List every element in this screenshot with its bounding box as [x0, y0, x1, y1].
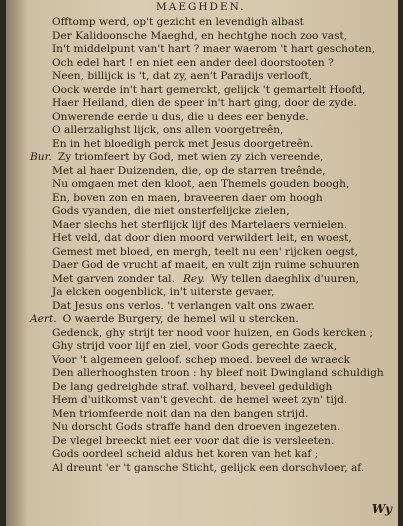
verse-text: Onwerende eerde u dus, die u dees eer benyde. [52, 110, 309, 123]
verse-line [52, 408, 308, 421]
verse-line [52, 124, 283, 137]
verse-line [52, 327, 373, 340]
verse-line [52, 381, 332, 394]
verse-line [52, 43, 375, 56]
verse-line [52, 57, 334, 70]
speaker-label: Aert. [30, 313, 57, 325]
verse-text: Daer God de vrucht af maeit, en vult zijn ruime schuuren [52, 259, 360, 271]
verse-line [52, 286, 274, 299]
speaker-label: Bur. [30, 151, 52, 163]
verse-line [52, 421, 340, 434]
verse-text: O waerde Burgery, de hemel wil u stercken. [62, 313, 299, 325]
verse-line [52, 138, 313, 151]
verse-line [52, 205, 290, 218]
verse-line [52, 273, 359, 286]
verse-line [30, 313, 299, 326]
verse-text: Wy tellen daeghlix d'uuren, [211, 272, 359, 285]
verse-text: Gods vyanden, die niet onsterfelijcke zielen, [52, 205, 290, 217]
verse-line [52, 192, 323, 205]
verse-text: Den allerhooghsten troon : hy bleef noit Dwingland schuldigh [52, 367, 384, 379]
verse-line [52, 178, 349, 191]
verse-text: Met garven zonder tal. [52, 272, 175, 285]
verse-text: Men triomfeerde noit dan na den bangen strijd. [52, 407, 309, 420]
verse-line [52, 259, 359, 272]
verse-line [52, 16, 304, 29]
verse-text: Och edel hart ! en niet een ander deel doorstooten ? [52, 56, 334, 69]
verse-text: Haer Heiland, dien de speer in't hart ging, door de zyde. [52, 97, 357, 109]
verse-text: Nu dorscht Gods straffe hand den droeven ingezeten. [52, 421, 341, 433]
verse-text: Oock werde in't hart gemerckt, gelijck 't gemartelt Hoofd, [52, 83, 366, 96]
verse-text: Hem d'uitkomst van't gevecht. de hemel weet zyn' tijd. [52, 394, 348, 406]
verse-text: En, boven zon en maen, braveeren daer om hoogh [52, 191, 323, 204]
verse-line [52, 219, 347, 232]
verse-text: Het veld, dat door dien moord verwildert leit, en woest, [52, 232, 352, 244]
verse-text: Nu omgaen met den kloot, aen Themels gouden boogh, [52, 178, 350, 190]
verse-line [52, 232, 352, 245]
verse-line [52, 354, 350, 367]
verse-line [52, 30, 347, 43]
verse-text: Gemest met bloed, en mergh, teelt nu een' rijcken oegst, [52, 245, 359, 258]
verse-text: Gods oordeel scheid aldus het koren van het kaf ; [52, 448, 319, 460]
verse-text: Gedenck, ghy strijt ter nood voor huizen, en Gods kercken ; [52, 326, 374, 339]
verse-text: Dat Jesus ons verlos. 't verlangen valt ons zwaer. [52, 299, 315, 312]
verse-line [52, 300, 315, 313]
verse-text: En in het bloedigh perck met Jesus doorgetreên. [52, 137, 314, 150]
verse-line [52, 394, 347, 407]
verse-line [52, 340, 337, 353]
verse-text: Zy triomfeert by God, met wien zy zich vereende, [57, 151, 324, 163]
verse-text: Voor 't algemeen geloof. schep moed. beveel de wraeck [52, 353, 351, 366]
verse-line [52, 97, 357, 110]
verse-line [52, 111, 309, 124]
verse-text: De vlegel breeckt niet eer voor dat die is versleeten. [52, 434, 335, 447]
verse-line [52, 84, 365, 97]
verse-text: Al dreunt 'er 't gansche Sticht, gelijck een dorschvloer, af. [52, 461, 365, 474]
verse-text: In't middelpunt van't hart ? maer waerom 't hart geschoten, [52, 43, 376, 55]
verse-text: De lang gedreighde straf. volhard, beveel geduldigh [52, 380, 333, 393]
verse-line [52, 462, 364, 475]
verse-line [52, 435, 334, 448]
verse-text: Maer slechs het sterflijck lijf des Martelaers vernielen. [52, 218, 348, 231]
running-header: MAEGHDEN. [156, 1, 246, 13]
verse-text: Ja elcken oogenblick, in't uiterste gevaer, [52, 286, 275, 298]
book-page [6, 0, 398, 526]
verse-line [30, 151, 323, 164]
verse-line [52, 367, 384, 380]
verse-text: Neen, billijck is 't, dat zy, aen't Paradijs verlooft, [52, 70, 312, 82]
verse-line [52, 70, 312, 83]
catchword: Wy [371, 502, 392, 516]
verse-text: O allerzalighst lijck, ons allen voorgetreên, [52, 124, 284, 136]
verse-line [52, 165, 325, 178]
speaker-label: Rey. [182, 272, 206, 285]
verse-text: Offtomp werd, op't gezicht en levendigh albast [52, 16, 304, 28]
verse-text: Met al haer Duizenden, die, op de starren treênde, [52, 164, 326, 177]
verse-text: Ghy strijd voor lijf en ziel, voor Gods gerechte zaeck, [52, 340, 338, 352]
verse-line [52, 448, 318, 461]
verse-text: Der Kalidoonsche Maeghd, en hechtghe noch zoo vast, [52, 29, 348, 42]
verse-line [52, 246, 358, 259]
